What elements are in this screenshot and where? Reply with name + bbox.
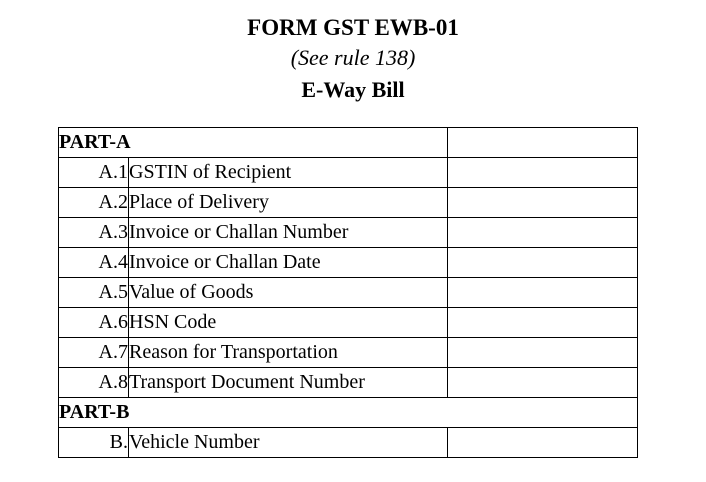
field-value-value-of-goods[interactable] — [448, 278, 638, 308]
field-value-vehicle-number[interactable] — [448, 428, 638, 458]
table-row — [59, 218, 638, 248]
table-row — [59, 278, 638, 308]
field-label-hsn-code: HSN Code — [129, 308, 448, 338]
field-value-transport-document-number[interactable] — [448, 368, 638, 398]
field-label-vehicle-number: Vehicle Number — [129, 428, 448, 458]
part-b-header-row — [59, 398, 638, 428]
row-number: A.2 — [59, 188, 129, 218]
table-row — [59, 308, 638, 338]
field-value-hsn-code[interactable] — [448, 308, 638, 338]
row-number: A.7 — [59, 338, 129, 368]
field-label-transport-document-number: Transport Document Number — [129, 368, 448, 398]
part-a-header-value-cell — [448, 128, 638, 158]
form-subtitle: E-Way Bill — [301, 77, 405, 102]
field-label-invoice-number: Invoice or Challan Number — [129, 218, 448, 248]
field-value-invoice-date[interactable] — [448, 248, 638, 278]
table-row — [59, 158, 638, 188]
field-label-invoice-date: Invoice or Challan Date — [129, 248, 448, 278]
row-number: A.8 — [59, 368, 129, 398]
row-number: A.3 — [59, 218, 129, 248]
row-number: A.4 — [59, 248, 129, 278]
row-number: A.5 — [59, 278, 129, 308]
row-number: B. — [59, 428, 129, 458]
eway-bill-table — [58, 127, 638, 458]
table-row — [59, 338, 638, 368]
field-label-gstin-of-recipient: GSTIN of Recipient — [129, 158, 448, 188]
part-b-label: PART-B — [59, 398, 638, 428]
table-row — [59, 428, 638, 458]
field-value-invoice-number[interactable] — [448, 218, 638, 248]
field-label-value-of-goods: Value of Goods — [129, 278, 448, 308]
field-value-reason-for-transportation[interactable] — [448, 338, 638, 368]
field-label-place-of-delivery: Place of Delivery — [129, 188, 448, 218]
field-label-reason-for-transportation: Reason for Transportation — [129, 338, 448, 368]
field-value-place-of-delivery[interactable] — [448, 188, 638, 218]
row-number: A.6 — [59, 308, 129, 338]
table-row — [59, 188, 638, 218]
part-a-label: PART-A — [59, 128, 448, 158]
table-row — [59, 368, 638, 398]
form-rule-reference: (See rule 138) — [290, 45, 416, 70]
table-row — [59, 248, 638, 278]
part-a-header-row — [59, 128, 638, 158]
row-number: A.1 — [59, 158, 129, 188]
form-title: FORM GST EWB-01 — [247, 15, 459, 40]
field-value-gstin-of-recipient[interactable] — [448, 158, 638, 188]
